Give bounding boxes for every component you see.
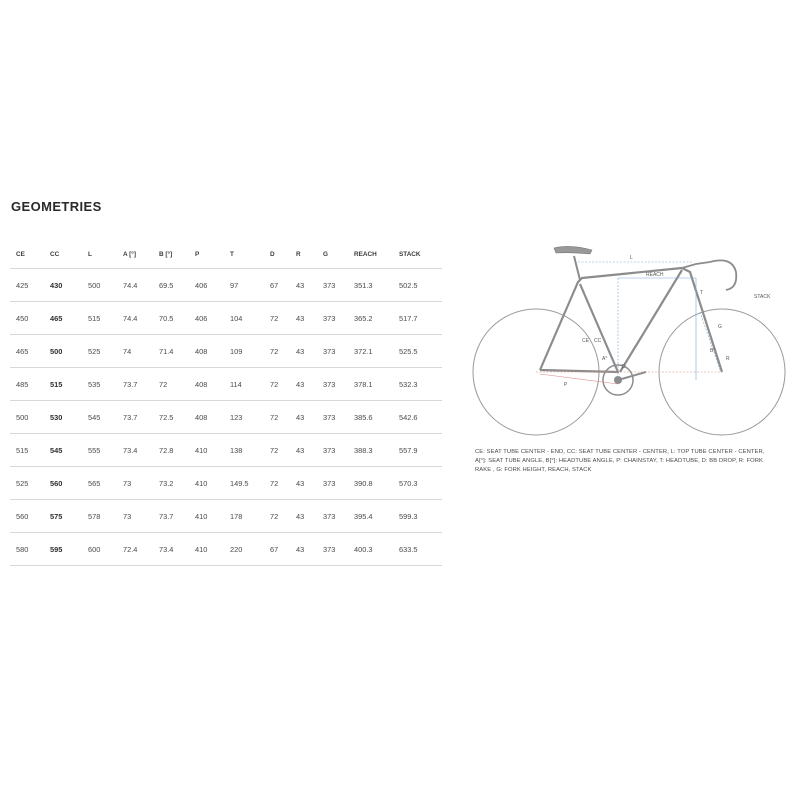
fork-guide: [700, 312, 720, 370]
geometry-table: [10, 240, 442, 566]
column-header: T: [224, 240, 264, 269]
page-title: GEOMETRIES: [11, 199, 102, 214]
table-row: [10, 467, 442, 500]
column-header: G: [317, 240, 348, 269]
table-cell: 388.3: [348, 434, 393, 467]
table-cell: 43: [290, 434, 317, 467]
table-cell: 599.3: [393, 500, 442, 533]
table-cell: 72: [264, 401, 290, 434]
table-cell: 72.5: [153, 401, 189, 434]
table-cell: 43: [290, 467, 317, 500]
table-cell: 557.9: [393, 434, 442, 467]
table-cell: 149.5: [224, 467, 264, 500]
table-cell: 530: [44, 401, 82, 434]
table-cell: 74.4: [117, 302, 153, 335]
table-cell: 395.4: [348, 500, 393, 533]
bike-frame: [540, 268, 722, 372]
table-cell: 123: [224, 401, 264, 434]
table-cell: 373: [317, 335, 348, 368]
table-row: [10, 434, 442, 467]
table-cell: 72: [153, 368, 189, 401]
table-cell: 532.3: [393, 368, 442, 401]
table-cell: 600: [82, 533, 117, 566]
table-cell: 502.5: [393, 269, 442, 302]
table-cell: 633.5: [393, 533, 442, 566]
table-cell: 430: [44, 269, 82, 302]
table-cell: 72: [264, 467, 290, 500]
table-cell: 535: [82, 368, 117, 401]
diagram-label-ce: CE: [582, 338, 589, 344]
table-cell: 580: [10, 533, 44, 566]
table-cell: 43: [290, 335, 317, 368]
table-cell: 515: [44, 368, 82, 401]
diagram-label-reach: REACH: [646, 272, 664, 278]
table-cell: 43: [290, 368, 317, 401]
table-cell: 485: [10, 368, 44, 401]
table-cell: 365.2: [348, 302, 393, 335]
table-cell: 410: [189, 434, 224, 467]
table-cell: 517.7: [393, 302, 442, 335]
table-header-row: [10, 240, 442, 269]
table-cell: 545: [44, 434, 82, 467]
saddle: [554, 246, 592, 254]
table-cell: 542.6: [393, 401, 442, 434]
column-header: CE: [10, 240, 44, 269]
table-cell: 114: [224, 368, 264, 401]
table-cell: 138: [224, 434, 264, 467]
table-cell: 385.6: [348, 401, 393, 434]
table-cell: 73.7: [117, 368, 153, 401]
table-cell: 73.4: [153, 533, 189, 566]
table-cell: 373: [317, 302, 348, 335]
table-cell: 104: [224, 302, 264, 335]
column-header: L: [82, 240, 117, 269]
table-cell: 73.4: [117, 434, 153, 467]
handlebar: [710, 260, 736, 290]
table-cell: 220: [224, 533, 264, 566]
table-cell: 351.3: [348, 269, 393, 302]
diagram-legend: CE: SEAT TUBE CENTER - END, CC: SEAT TUBE CENTER - CENTER, L: TOP TUBE CENTER - CENTER, A[°]: SEAT TUBE ANGLE, B[°]: HEADTUBE ANGLE, P: CHAINSTAY, T: HEADTUBE, D: BB DROP, R: FORK RAKE , G: FORK HEIGHT, REACH, STACK: [475, 449, 765, 473]
table-cell: 515: [10, 434, 44, 467]
table-cell: 560: [44, 467, 82, 500]
table-cell: 72: [264, 302, 290, 335]
table-cell: 70.5: [153, 302, 189, 335]
table-cell: 178: [224, 500, 264, 533]
table-cell: 373: [317, 269, 348, 302]
stem: [682, 262, 710, 268]
diagram-label-t: T: [700, 290, 704, 296]
column-header: P: [189, 240, 224, 269]
table-cell: 465: [44, 302, 82, 335]
table-cell: 373: [317, 467, 348, 500]
diagram-label-cc: CC: [594, 338, 602, 344]
table-row: [10, 302, 442, 335]
table-cell: 67: [264, 533, 290, 566]
table-row: [10, 401, 442, 434]
table-cell: 410: [189, 467, 224, 500]
column-header: STACK: [393, 240, 442, 269]
table-row: [10, 500, 442, 533]
chainstay-guide: [540, 374, 618, 384]
table-cell: 406: [189, 269, 224, 302]
table-cell: 73: [117, 500, 153, 533]
table-cell: 72: [264, 335, 290, 368]
table-cell: 97: [224, 269, 264, 302]
table-cell: 73.7: [117, 401, 153, 434]
table-cell: 43: [290, 269, 317, 302]
table-cell: 373: [317, 533, 348, 566]
bike-geometry-diagram: [470, 232, 790, 442]
table-cell: 43: [290, 533, 317, 566]
table-cell: 109: [224, 335, 264, 368]
table-cell: 43: [290, 401, 317, 434]
column-header: B [°]: [153, 240, 189, 269]
table-cell: 43: [290, 302, 317, 335]
table-cell: 500: [82, 269, 117, 302]
table-cell: 67: [264, 269, 290, 302]
column-header: D: [264, 240, 290, 269]
table-cell: 43: [290, 500, 317, 533]
table-cell: 578: [82, 500, 117, 533]
diagram-label-g: G: [718, 324, 722, 330]
table-cell: 400.3: [348, 533, 393, 566]
table-cell: 545: [82, 401, 117, 434]
column-header: R: [290, 240, 317, 269]
table-cell: 74: [117, 335, 153, 368]
table-cell: 73: [117, 467, 153, 500]
table-cell: 525.5: [393, 335, 442, 368]
table-cell: 372.1: [348, 335, 393, 368]
table-cell: 73.2: [153, 467, 189, 500]
table-cell: 378.1: [348, 368, 393, 401]
table-cell: 72.8: [153, 434, 189, 467]
table-cell: 565: [82, 467, 117, 500]
table-cell: 72.4: [117, 533, 153, 566]
diagram-label-p: P: [564, 382, 568, 388]
table-cell: 515: [82, 302, 117, 335]
table-cell: 74.4: [117, 269, 153, 302]
diagram-label-stack: STACK: [754, 294, 771, 300]
table-cell: 390.8: [348, 467, 393, 500]
table-cell: 525: [10, 467, 44, 500]
table-cell: 373: [317, 500, 348, 533]
diagram-label-l: L: [630, 255, 633, 261]
table-cell: 71.4: [153, 335, 189, 368]
table-row: [10, 269, 442, 302]
diagram-label-d: D: [622, 364, 626, 370]
table-cell: 410: [189, 500, 224, 533]
table-cell: 72: [264, 368, 290, 401]
table-cell: 406: [189, 302, 224, 335]
column-header: REACH: [348, 240, 393, 269]
column-header: A [°]: [117, 240, 153, 269]
table-cell: 373: [317, 368, 348, 401]
table-cell: 500: [10, 401, 44, 434]
table-cell: 408: [189, 368, 224, 401]
table-cell: 72: [264, 434, 290, 467]
table-cell: 465: [10, 335, 44, 368]
table-cell: 525: [82, 335, 117, 368]
table-cell: 575: [44, 500, 82, 533]
table-row: [10, 368, 442, 401]
table-cell: 560: [10, 500, 44, 533]
diagram-label-b: B°: [710, 348, 716, 354]
table-cell: 425: [10, 269, 44, 302]
column-header: CC: [44, 240, 82, 269]
diagram-label-r: R: [726, 356, 730, 362]
table-cell: 555: [82, 434, 117, 467]
table-cell: 500: [44, 335, 82, 368]
table-cell: 408: [189, 335, 224, 368]
table-cell: 450: [10, 302, 44, 335]
table-cell: 373: [317, 401, 348, 434]
table-cell: 73.7: [153, 500, 189, 533]
table-cell: 570.3: [393, 467, 442, 500]
table-row: [10, 533, 442, 566]
table-cell: 69.5: [153, 269, 189, 302]
table-cell: 373: [317, 434, 348, 467]
table-cell: 595: [44, 533, 82, 566]
table-cell: 72: [264, 500, 290, 533]
diagram-label-a: A°: [602, 356, 608, 362]
seatpost: [574, 256, 580, 280]
table-row: [10, 335, 442, 368]
table-cell: 410: [189, 533, 224, 566]
table-cell: 408: [189, 401, 224, 434]
